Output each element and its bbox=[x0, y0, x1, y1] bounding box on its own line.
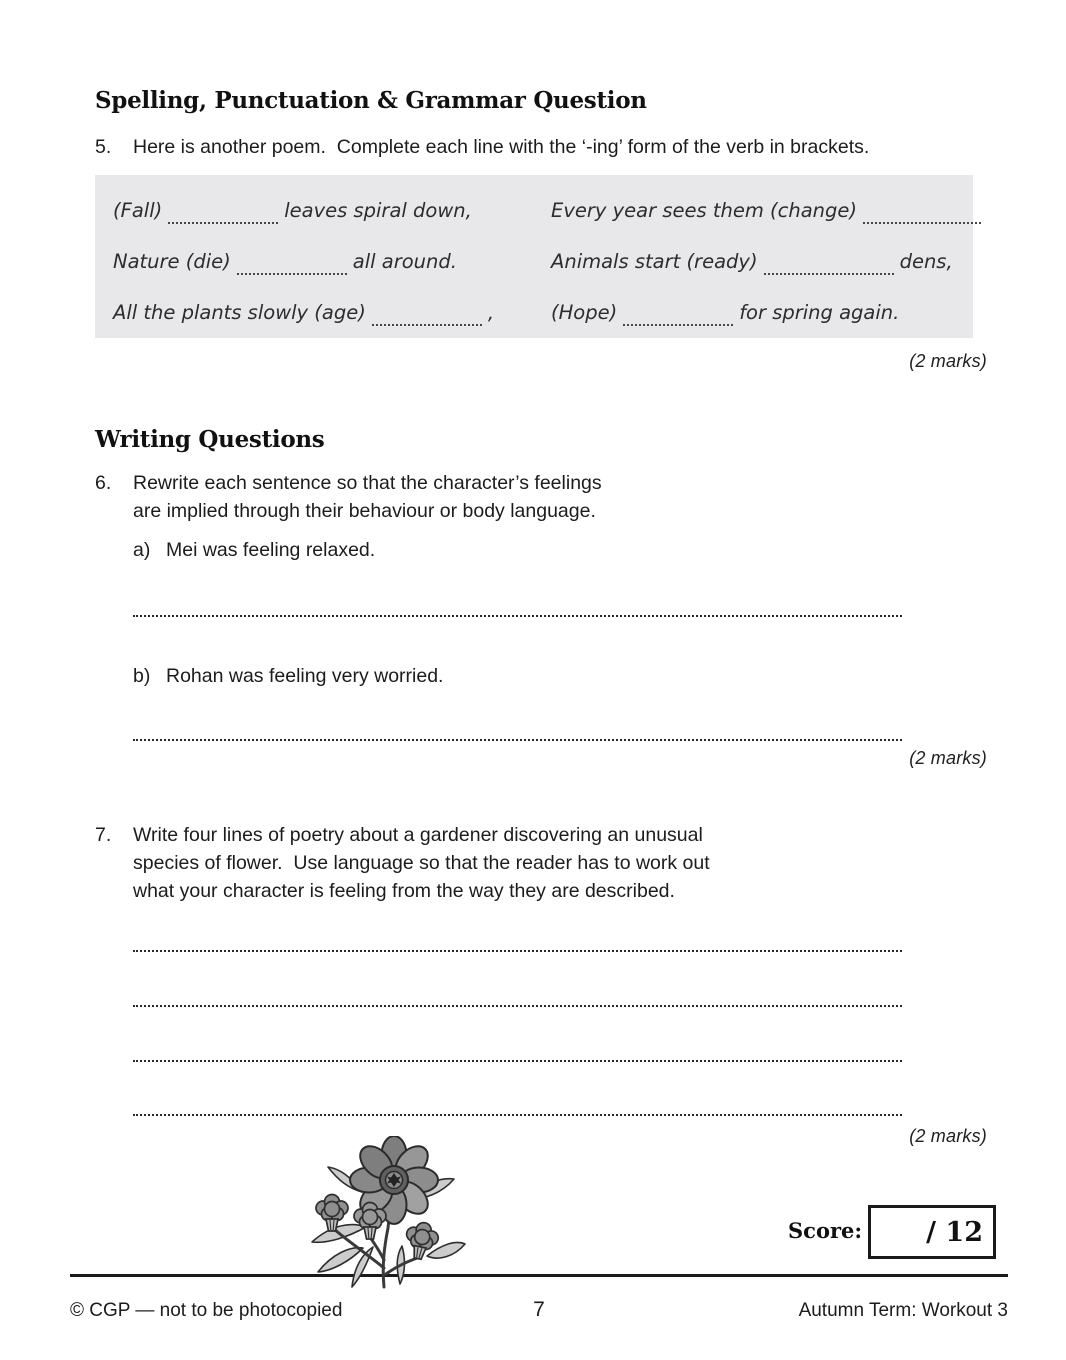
question-6-part-a bbox=[133, 539, 375, 562]
answer-line-q6a bbox=[133, 615, 902, 617]
poem-text: for spring again. bbox=[739, 301, 900, 324]
poem-line bbox=[113, 236, 551, 287]
poem-line bbox=[551, 236, 987, 287]
poem-line bbox=[113, 287, 551, 338]
question-5 bbox=[95, 133, 995, 161]
answer-blank bbox=[863, 206, 981, 224]
poem-line bbox=[113, 185, 551, 236]
marks-label-q6: (2 marks) bbox=[909, 748, 987, 768]
marks-label-q7: (2 marks) bbox=[909, 1126, 987, 1146]
poem-text: All the plants slowly (age) bbox=[113, 301, 366, 324]
part-b-label: b) bbox=[133, 665, 151, 687]
answer-blank bbox=[168, 206, 278, 224]
poem-exercise-box bbox=[95, 175, 973, 338]
poem-line bbox=[551, 185, 987, 236]
answer-blank bbox=[237, 257, 347, 275]
answer-line-q7-4 bbox=[133, 1114, 902, 1116]
question-5-prompt: Here is another poem. Complete each line with the ‘-ing’ form of the verb in brackets. bbox=[133, 136, 870, 158]
answer-blank bbox=[764, 257, 894, 275]
poem-text: Animals start (ready) bbox=[551, 250, 758, 273]
part-a-text: Mei was feeling relaxed. bbox=[166, 539, 376, 561]
footer-rule bbox=[70, 1274, 1008, 1277]
poem-text: (Hope) bbox=[551, 301, 618, 324]
question-7-prompt bbox=[133, 821, 710, 905]
question-6-number: 6. bbox=[95, 472, 112, 494]
part-a-label: a) bbox=[133, 539, 151, 561]
workout-label: Autumn Term: Workout 3 bbox=[798, 1300, 1008, 1321]
flower-illustration bbox=[292, 1136, 474, 1290]
poem-text: Every year sees them (change) bbox=[551, 199, 858, 222]
question-7-prompt-line3: what your character is feeling from the way they are described. bbox=[133, 880, 675, 902]
question-6-prompt-line1: Rewrite each sentence so that the character’s feelings bbox=[133, 472, 602, 494]
score-value: / 12 bbox=[926, 1216, 983, 1248]
writing-section-heading: Writing Questions bbox=[95, 426, 325, 453]
part-b-text: Rohan was feeling very worried. bbox=[166, 665, 444, 687]
question-6-part-b bbox=[133, 665, 443, 688]
score-label: Score: bbox=[788, 1218, 863, 1243]
question-7 bbox=[95, 821, 875, 905]
score-box bbox=[868, 1205, 996, 1259]
poem-text: (Fall) bbox=[113, 199, 163, 222]
question-6 bbox=[95, 469, 855, 525]
answer-line-q7-1 bbox=[133, 950, 902, 952]
answer-line-q7-2 bbox=[133, 1005, 902, 1007]
question-7-number: 7. bbox=[95, 824, 112, 846]
poem-text: Nature (die) bbox=[113, 250, 231, 273]
poem-line bbox=[551, 287, 987, 338]
marks-label-q5: (2 marks) bbox=[909, 351, 987, 371]
question-7-prompt-line1: Write four lines of poetry about a gardener discovering an unusual bbox=[133, 824, 703, 846]
answer-blank bbox=[623, 308, 733, 326]
answer-line-q6b bbox=[133, 739, 902, 741]
page-number: 7 bbox=[533, 1298, 545, 1321]
poem-text: all around. bbox=[352, 250, 457, 273]
poem-text: , bbox=[487, 301, 495, 324]
answer-blank bbox=[372, 308, 482, 326]
question-6-prompt bbox=[133, 469, 602, 525]
spg-section-heading: Spelling, Punctuation & Grammar Question bbox=[95, 87, 647, 114]
question-7-prompt-line2: species of flower. Use language so that the reader has to work out bbox=[133, 852, 710, 874]
question-5-number: 5. bbox=[95, 136, 112, 158]
page-footer bbox=[70, 1298, 1008, 1322]
poem-text: leaves spiral down, bbox=[284, 199, 472, 222]
poem-text: dens, bbox=[899, 250, 953, 273]
copyright-text: © CGP — not to be photocopied bbox=[70, 1300, 343, 1321]
answer-line-q7-3 bbox=[133, 1060, 902, 1062]
question-6-prompt-line2: are implied through their behaviour or body language. bbox=[133, 500, 596, 522]
